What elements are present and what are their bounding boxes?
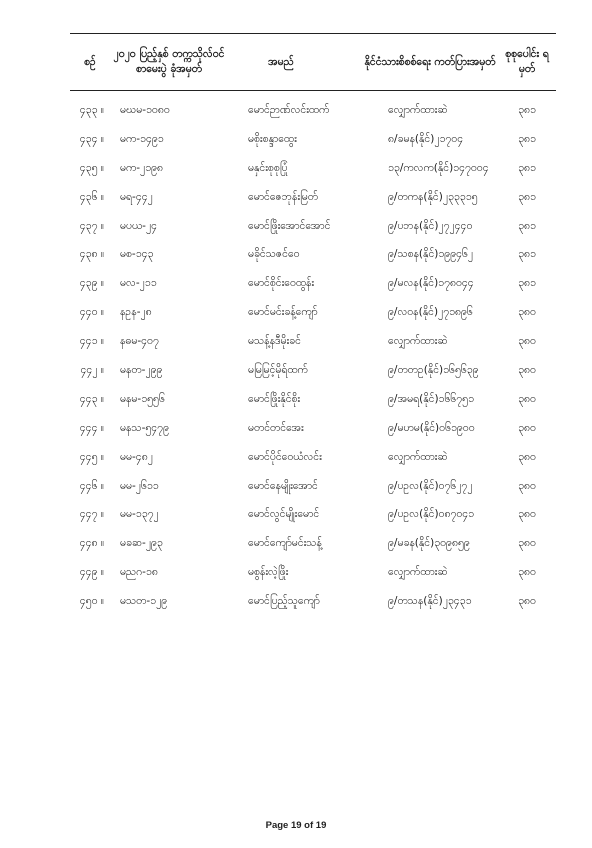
name-cell: မောင်ပိုင်ဝေယံလင်း	[248, 450, 322, 463]
exam-roll-no-cell: မမ-၂၆၁၁	[120, 479, 159, 492]
header-name: အမည်	[228, 34, 362, 91]
exam-roll-no-cell: နဓမ-၄၀၇	[120, 335, 159, 348]
table-row	[70, 357, 556, 386]
table-row	[70, 559, 556, 588]
page-number: Page 19 of 19	[265, 820, 327, 831]
table-row	[70, 126, 556, 155]
nrc-cell: ၉/တသန(နိုင်)၂၃၄၃၁	[388, 595, 472, 608]
nrc-cell: ၉/တကန(နိုင်)၂၃၃၃၁၅	[388, 190, 478, 203]
nrc-cell: ၉/ပဥလ(နိုင်)၀၈၇၀၄၁	[388, 508, 475, 521]
serial-no-cell: ၄၄၀ ။	[79, 306, 104, 319]
total-marks-cell: ၃၈၀	[518, 537, 536, 550]
table-body	[70, 91, 556, 618]
total-marks-cell: ၃၈၁	[518, 248, 536, 261]
table-row	[70, 91, 556, 126]
nrc-cell: ၉/မလန(နိုင်)၁၇၈၀၄၄	[388, 277, 474, 290]
exam-roll-no-cell: မနတ-၂၉၉	[120, 363, 163, 376]
name-cell: မောင်မင်းခန့်ကျော်	[248, 306, 318, 319]
table-row	[70, 588, 556, 617]
serial-no-cell: ၄၄၈ ။	[79, 537, 104, 550]
table-row	[70, 270, 556, 299]
name-cell: မောင်ဖြိုးနိုင်စိုး	[248, 392, 301, 405]
nrc-cell: ၁၃/ကလက(နိုင်)၁၄၇၀၀၄	[388, 161, 489, 174]
nrc-cell: ၉/မခန(နိုင်)၃၀၉၈၅၉	[388, 537, 470, 550]
total-marks-cell: ၃၈၁	[518, 190, 536, 203]
total-marks-cell: ၃၈၁	[518, 277, 536, 290]
serial-no-cell: ၄၃၆ ။	[79, 190, 104, 203]
nrc-cell: ၉/လဝန(နိုင်)၂၇၁၈၉၆	[388, 306, 473, 319]
results-table	[70, 33, 556, 617]
name-cell: မခိုင်သဇင်ဝေ	[248, 248, 300, 261]
name-cell: မောင်နေမျိုးအောင်	[248, 479, 318, 492]
serial-no-cell: ၄၄၉ ။	[79, 566, 104, 579]
total-marks-cell: ၃၈၀	[518, 566, 536, 579]
name-cell: မစိုးစန္ဒာထွေး	[248, 132, 297, 145]
nrc-cell: ၉/အမရ(နိုင်)၁၆၆၇၅၁	[388, 392, 474, 405]
exam-roll-no-cell: မနမ-၁၅၅၆	[120, 392, 165, 405]
table-row	[70, 530, 556, 559]
exam-roll-no-cell: မသတ-၁၂၉	[120, 595, 168, 608]
serial-no-cell: ၄၄၁ ။	[79, 335, 104, 348]
exam-roll-no-cell: မမ-၄၈၂	[120, 450, 153, 463]
name-cell: မောင်ကျော်မင်းသန့်	[248, 537, 322, 550]
header-nrc-no: နိုင်ငံသားစိစစ်ရေး ကတ်ပြားအမှတ်	[362, 34, 498, 91]
serial-no-cell: ၄၅၀ ။	[79, 595, 104, 608]
table-row	[70, 444, 556, 473]
name-cell: မောင်စိုင်းဝေထွန်း	[248, 277, 315, 290]
serial-no-cell: ၄၄၃ ။	[79, 392, 104, 405]
exam-roll-no-cell: မစ-၁၄၃	[120, 248, 154, 261]
total-marks-cell: ၃၈၀	[518, 595, 536, 608]
total-marks-cell: ၃၈၁	[518, 161, 536, 174]
total-marks-cell: ၃၈၀	[518, 479, 536, 492]
nrc-cell: လျှောက်ထားဆဲ	[388, 566, 448, 579]
exam-roll-no-cell: မက-၂၁၉၈	[120, 161, 164, 174]
serial-no-cell: ၄၃၈ ။	[79, 248, 104, 261]
table-row	[70, 155, 556, 184]
name-cell: မောင်ဇေဘုန်းမြတ်	[248, 190, 318, 203]
table-row	[70, 241, 556, 270]
serial-no-cell: ၄၄၆ ။	[79, 479, 104, 492]
nrc-cell: ၈/ခမန(နိုင်)၂၁၇၀၄	[388, 132, 464, 145]
total-marks-cell: ၃၈၁	[518, 103, 536, 116]
exam-roll-no-cell: မခဆ-၂၉၃	[120, 537, 163, 550]
serial-no-cell: ၄၄၇ ။	[79, 508, 104, 521]
nrc-cell: ၉/မဟမ(နိုင်)၀၆၁၉၀၀	[388, 421, 475, 434]
nrc-cell: လျှောက်ထားဆဲ	[388, 103, 448, 116]
serial-no-cell: ၄၃၃ ။	[79, 103, 104, 116]
total-marks-cell: ၃၈၀	[518, 450, 536, 463]
exam-roll-no-cell: မက-၁၄၉၁	[120, 132, 164, 145]
header-total-marks: စုစုပေါင်း ရမှတ်	[498, 34, 556, 91]
table-row	[70, 184, 556, 213]
nrc-cell: ၉/ပဥလ(နိုင်)၀၇၆၂၇၂	[388, 479, 473, 492]
total-marks-cell: ၃၈၀	[518, 421, 536, 434]
exam-roll-no-cell: မညဂ-၁၈	[120, 566, 158, 579]
nrc-cell: လျှောက်ထားဆဲ	[388, 335, 448, 348]
header-serial-no: စဉ်	[70, 34, 110, 91]
name-cell: မစွန်းလဲ့ဖြိုး	[248, 566, 289, 579]
serial-no-cell: ၄၃၅ ။	[79, 161, 104, 174]
name-cell: မတင်တင်အေး	[248, 421, 304, 434]
exam-roll-no-cell: နဥန-၂၈	[120, 306, 152, 319]
total-marks-cell: ၃၈၁	[518, 219, 536, 232]
nrc-cell: ၉/တတဥ(နိုင်)၁၆၅၆၃၉	[388, 363, 479, 376]
exam-roll-no-cell: မပယ-၂၄	[120, 219, 158, 232]
name-cell: မနှင်းစုစုပြုံ	[248, 161, 288, 174]
nrc-cell: ၉/ပဘန(နိုင်)၂၇၂၄၄၀	[388, 219, 473, 232]
serial-no-cell: ၄၄၅ ။	[79, 450, 104, 463]
total-marks-cell: ၃၈၀	[518, 335, 536, 348]
total-marks-cell: ၃၈၀	[518, 508, 536, 521]
serial-no-cell: ၄၃၄ ။	[79, 132, 104, 145]
table-row	[70, 473, 556, 502]
table-row	[70, 299, 556, 328]
total-marks-cell: ၃၈၁	[518, 132, 536, 145]
table-row	[70, 501, 556, 530]
name-cell: မမြမြင့်မိုရ်ထက်	[248, 363, 308, 376]
header-exam-roll-no: ၂၀၂၀ ပြည့်နှစ် တက္ကသိုလ်ဝင် စာမေးပွဲ ခုံအမှတ်	[110, 34, 228, 91]
nrc-cell: လျှောက်ထားဆဲ	[388, 450, 448, 463]
table-row	[70, 415, 556, 444]
name-cell: မောင်ဖြိုးအောင်အောင်	[248, 219, 331, 232]
serial-no-cell: ၄၄၄ ။	[79, 421, 104, 434]
table-row	[70, 213, 556, 242]
name-cell: မောင်လွင်မျိုးမောင်	[248, 508, 320, 521]
serial-no-cell: ၄၃၇ ။	[79, 219, 104, 232]
exam-roll-no-cell: မရ-၄၄၂	[120, 190, 153, 203]
table-row	[70, 328, 556, 357]
exam-roll-no-cell: မမ-၁၃၇၂	[120, 508, 159, 521]
exam-roll-no-cell: မလ-၂၁၁	[120, 277, 157, 290]
name-cell: မောင်ဉာဏ်လင်းထက်	[248, 103, 330, 116]
total-marks-cell: ၃၈၀	[518, 306, 536, 319]
nrc-cell: ၉/သစန(နိုင်)၁၉၉၄၆၂	[388, 248, 474, 261]
name-cell: မသန့်နဒီမိုးခင်	[248, 335, 301, 348]
table-header	[70, 34, 556, 91]
exam-roll-no-cell: မနသ-၅၄၇၉	[120, 421, 169, 434]
table-row	[70, 386, 556, 415]
name-cell: မောင်ပြည့်သူကျော်	[248, 595, 320, 608]
serial-no-cell: ၄၃၉ ။	[79, 277, 104, 290]
exam-roll-no-cell: မဃမ-၁၀၈၀	[120, 103, 170, 116]
results-document	[70, 33, 556, 617]
serial-no-cell: ၄၄၂ ။	[80, 363, 104, 376]
total-marks-cell: ၃၈၀	[518, 392, 536, 405]
total-marks-cell: ၃၈၀	[518, 363, 536, 376]
